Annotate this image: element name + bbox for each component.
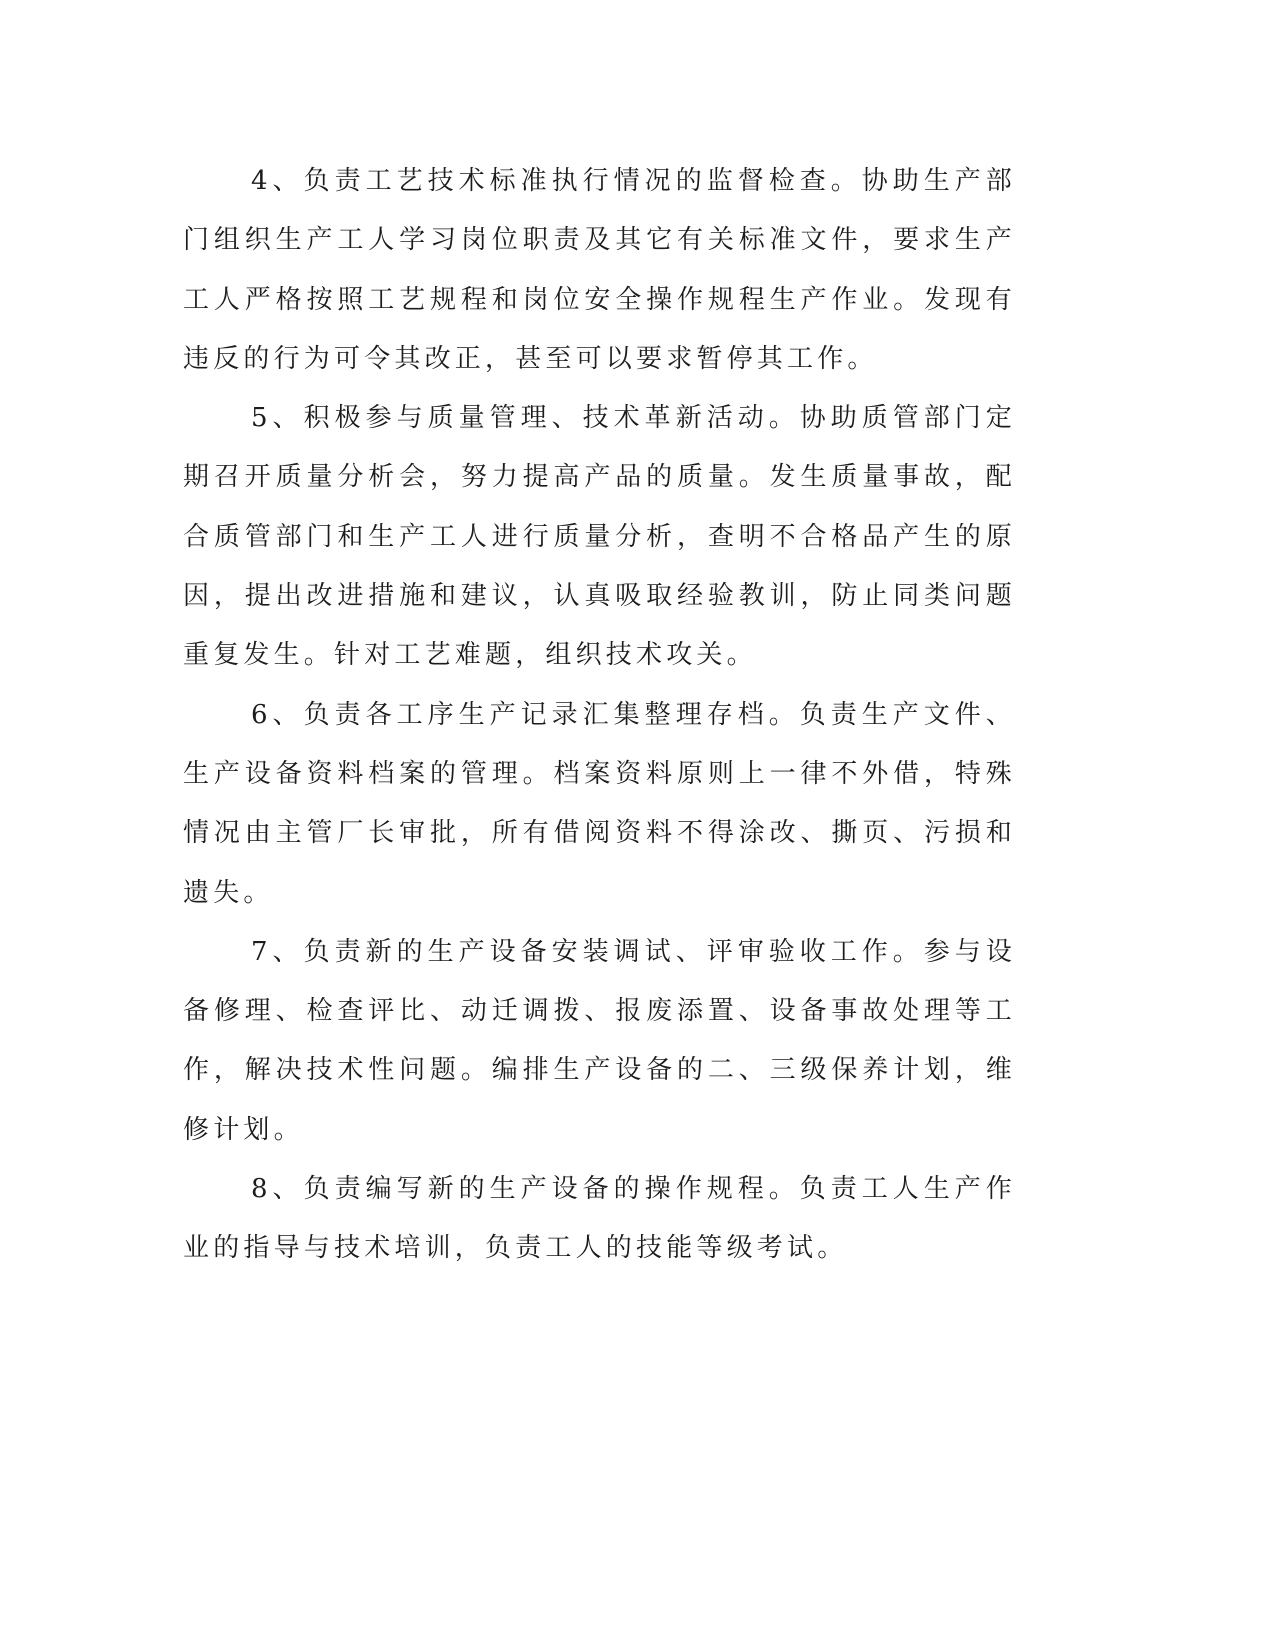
paragraph-item-7: 7、负责新的生产设备安装调试、评审验收工作。参与设备修理、检查评比、动迁调拨、报废添置、设备事故处理等工作，解决技术性问题。编排生产设备的二、三级保养计划，维修计划。 <box>183 936 1016 1145</box>
paragraph-item-4: 4、负责工艺技术标准执行情况的监督检查。协助生产部门组织生产工人学习岗位职责及其它有关标准文件，要求生产工人严格按照工艺规程和岗位安全操作规程生产作业。发现有违反的行为可令其改正，甚至可以要求暂停其工作。 <box>183 166 1016 374</box>
document-body <box>183 152 1016 1279</box>
paragraph-item-6: 6、负责各工序生产记录汇集整理存档。负责生产文件、生产设备资料档案的管理。档案资料原则上一律不外借，特殊情况由主管厂长审批，所有借阅资料不得涂改、撕页、污损和遗失。 <box>183 699 1016 908</box>
paragraph-item-8: 8、负责编写新的生产设备的操作规程。负责工人生产作业的指导与技术培训，负责工人的技能等级考试。 <box>183 1174 1016 1264</box>
paragraph-item-5: 5、积极参与质量管理、技术革新活动。协助质管部门定期召开质量分析会，努力提高产品的质量。发生质量事故，配合质管部门和生产工人进行质量分析，查明不合格品产生的原因，提出改进措施和建议，认真吸取经验教训，防止同类问题重复发生。针对工艺难题，组织技术攻关。 <box>183 403 1016 671</box>
